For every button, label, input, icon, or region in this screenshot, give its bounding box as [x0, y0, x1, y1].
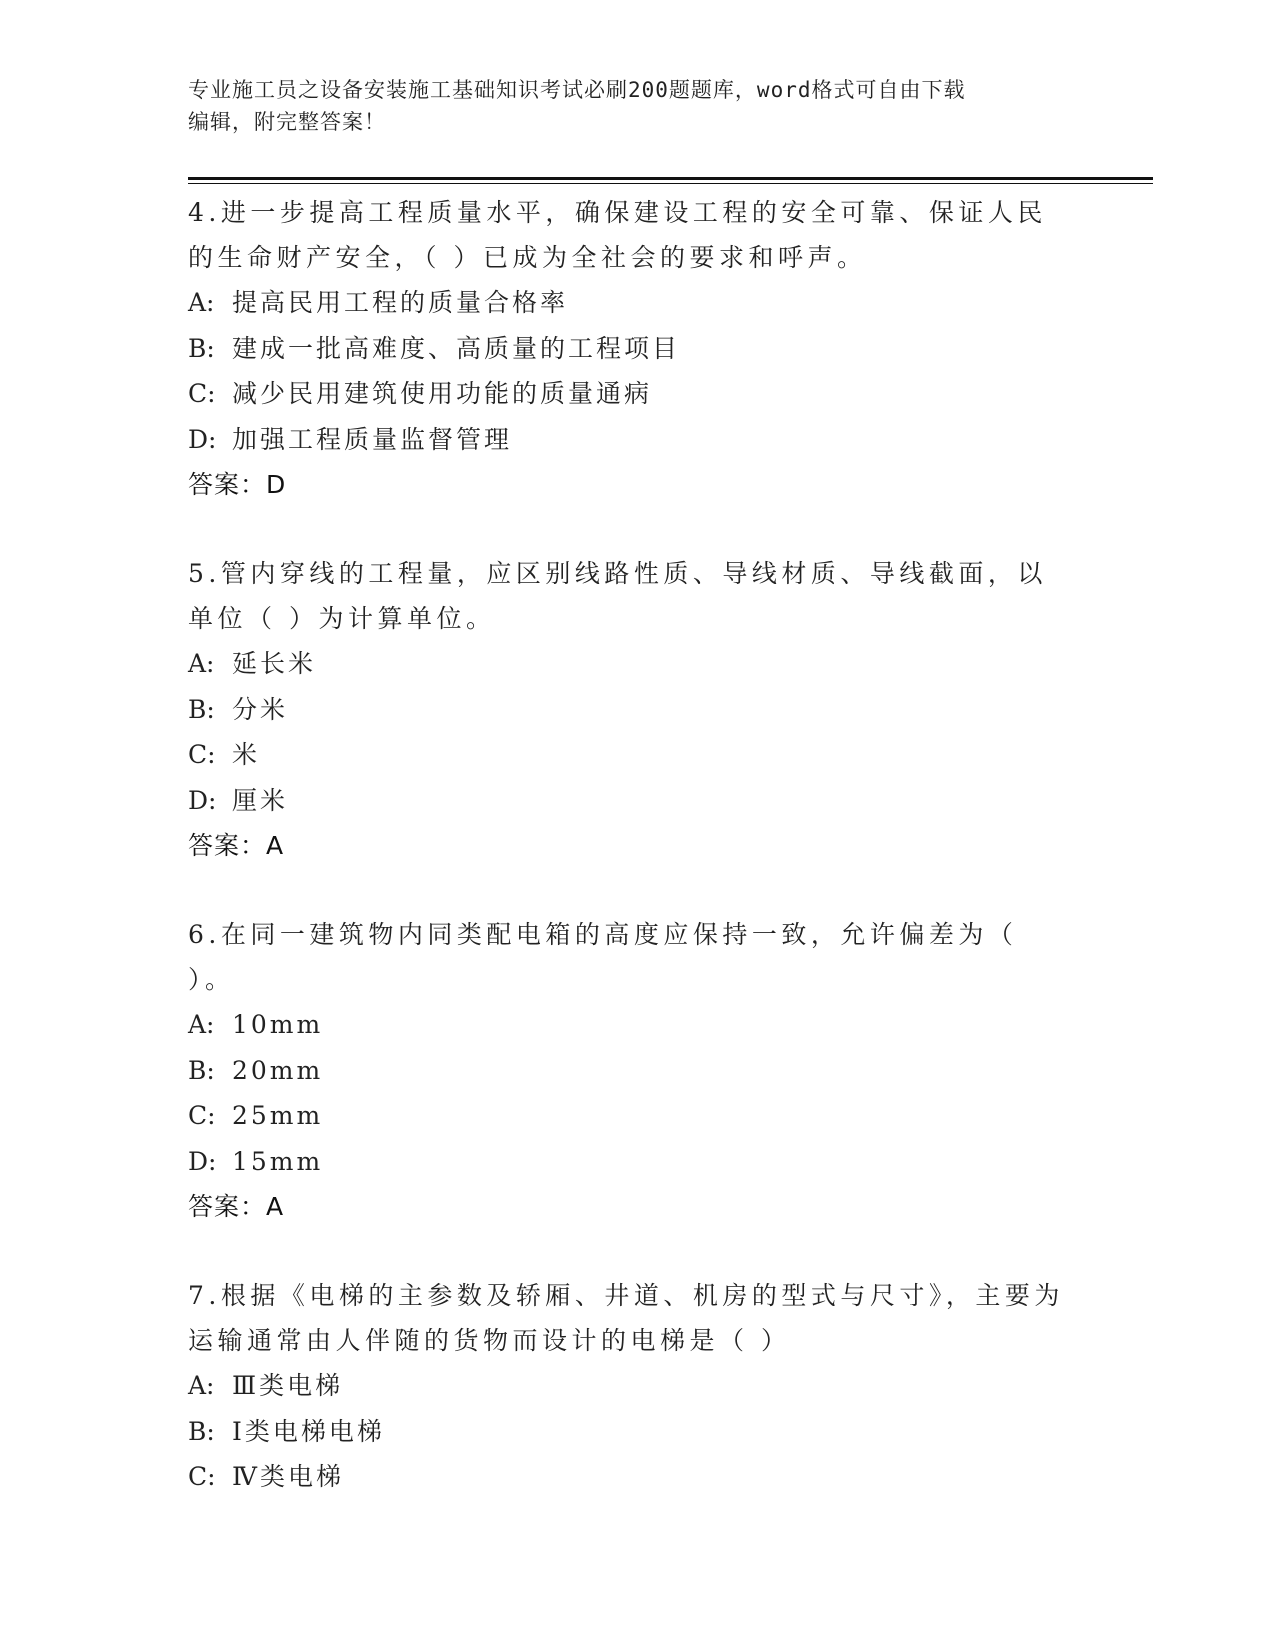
option-letter: C:: [188, 1462, 216, 1491]
question-stem: 4.进一步提高工程质量水平，确保建设工程的安全可靠、保证人民的生命财产安全，（ ）已成为全社会的要求和呼声。: [188, 198, 1047, 272]
option-letter: A:: [188, 1371, 215, 1400]
option-text: 厘米: [232, 785, 289, 815]
option-letter: B:: [188, 1055, 215, 1085]
option-text: 25mm: [232, 1101, 324, 1130]
option-b: [188, 326, 1068, 372]
option-text: Ⅳ类电梯: [232, 1462, 344, 1491]
question-item: [188, 190, 1068, 507]
option-text: 20mm: [232, 1055, 324, 1085]
option-letter: A:: [188, 288, 215, 317]
option-c: [188, 1093, 1068, 1139]
option-b: [188, 1048, 1068, 1094]
question-stem: 6.在同一建筑物内同类配电箱的高度应保持一致，允许偏差为（ ）。: [188, 920, 1030, 994]
option-d: [188, 778, 1068, 824]
option-c: [188, 1454, 1068, 1500]
option-text: 分米: [232, 694, 289, 724]
option-text: 15mm: [232, 1146, 324, 1176]
option-text: 减少民用建筑使用功能的质量通病: [232, 379, 653, 408]
option-text: Ⅰ类电梯电梯: [232, 1416, 385, 1446]
question-item: [188, 912, 1068, 1229]
option-letter: B:: [188, 1416, 215, 1446]
option-b: [188, 687, 1068, 733]
option-letter: D:: [188, 1146, 217, 1176]
answer-line: 答案：A: [188, 1192, 285, 1221]
option-d: [188, 417, 1068, 463]
option-letter: A:: [188, 649, 215, 678]
option-c: [188, 371, 1068, 417]
option-letter: D:: [188, 424, 217, 454]
option-text: 米: [232, 740, 261, 769]
option-d: [188, 1139, 1068, 1185]
option-a: [188, 641, 1068, 687]
header-divider-thick: [188, 177, 1153, 180]
option-a: [188, 1363, 1068, 1409]
option-a: [188, 1002, 1068, 1048]
header-line-1: 专业施工员之设备安装施工基础知识考试必刷200题题库，word格式可自由下载: [188, 78, 966, 102]
question-item: [188, 551, 1068, 868]
option-text: 加强工程质量监督管理: [232, 424, 513, 454]
option-letter: C:: [188, 379, 216, 408]
question-stem: 7.根据《电梯的主参数及轿厢、井道、机房的型式与尺寸》，主要为运输通常由人伴随的货物而设计的电梯是（ ）: [188, 1281, 1064, 1355]
question-item: [188, 1273, 1068, 1500]
option-text: 提高民用工程的质量合格率: [232, 288, 569, 317]
document-header: [188, 74, 1088, 138]
option-letter: C:: [188, 740, 216, 769]
option-letter: B:: [188, 694, 215, 724]
option-letter: C:: [188, 1101, 216, 1130]
answer-line: 答案：A: [188, 831, 285, 860]
option-text: 10mm: [232, 1010, 324, 1039]
option-a: [188, 280, 1068, 326]
answer-line: 答案：D: [188, 470, 287, 499]
option-text: 延长米: [232, 649, 317, 678]
option-c: [188, 732, 1068, 778]
option-b: [188, 1409, 1068, 1455]
question-stem: 5.管内穿线的工程量，应区别线路性质、导线材质、导线截面，以单位（ ）为计算单位。: [188, 559, 1047, 633]
option-letter: A:: [188, 1010, 215, 1039]
option-letter: D:: [188, 785, 217, 815]
header-divider-thin: [188, 183, 1153, 184]
option-text: Ⅲ类电梯: [232, 1371, 344, 1400]
option-letter: B:: [188, 333, 215, 363]
option-text: 建成一批高难度、高质量的工程项目: [232, 333, 681, 363]
header-line-2: 编辑，附完整答案！: [188, 110, 386, 134]
question-list: [188, 190, 1068, 1544]
